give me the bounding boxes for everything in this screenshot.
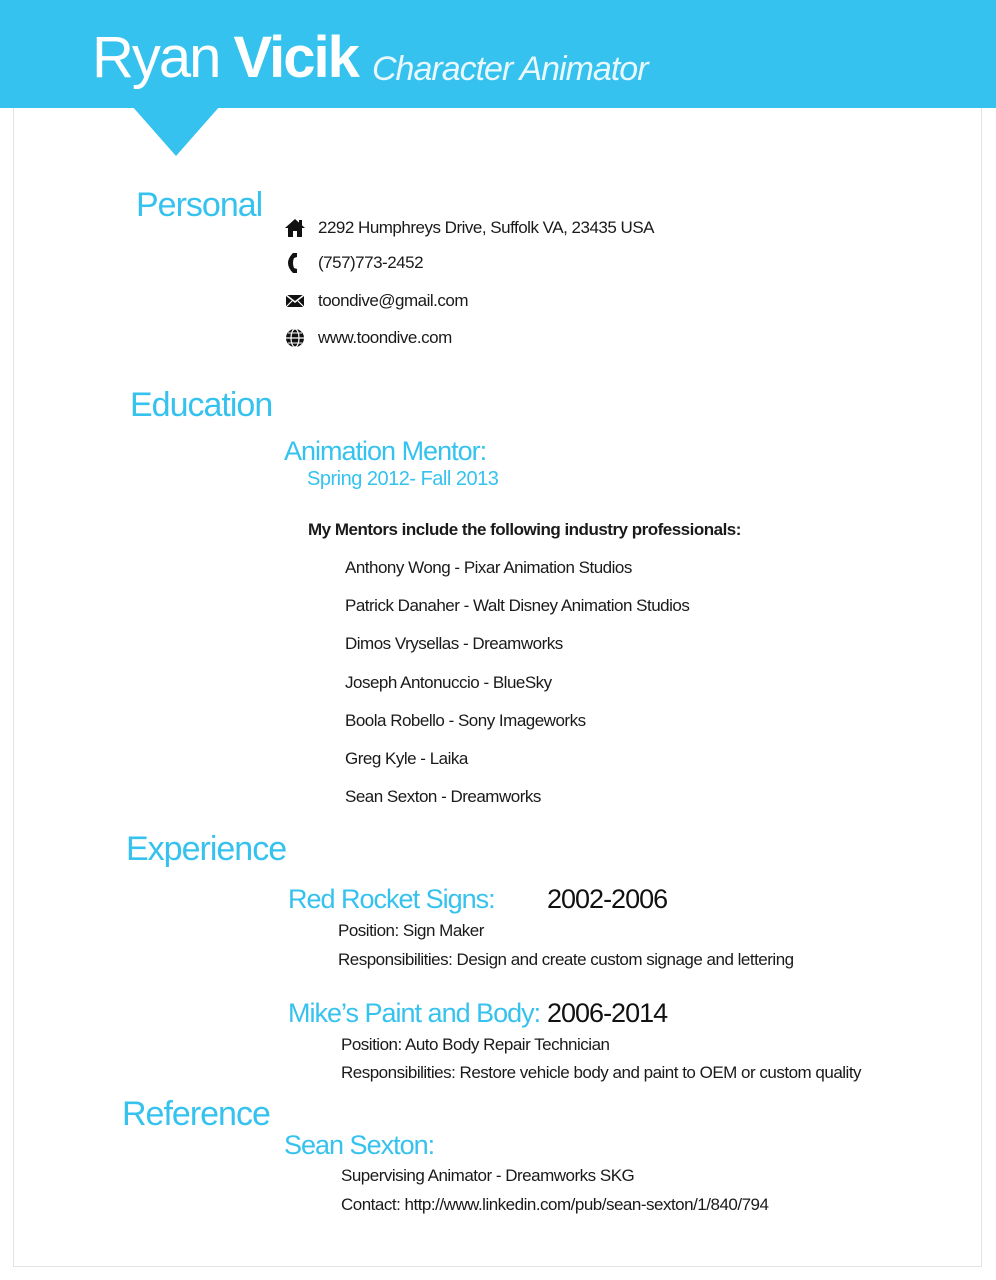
address-text: 2292 Humphreys Drive, Suffolk VA, 23435 USA [318, 218, 654, 237]
job-responsibilities: Responsibilities: Design and create custom signage and lettering [338, 950, 794, 969]
mentor-item: Sean Sexton - Dreamworks [345, 787, 541, 806]
website-text[interactable]: www.toondive.com [318, 328, 452, 347]
header-pointer [132, 106, 220, 156]
contact-website[interactable] [284, 326, 452, 350]
contact-phone [284, 251, 423, 275]
envelope-icon [284, 290, 306, 312]
phone-text: (757)773-2452 [318, 253, 424, 272]
mentor-item: Anthony Wong - Pixar Animation Studios [345, 558, 632, 577]
section-experience-heading: Experience [126, 830, 287, 868]
job-responsibilities: Responsibilities: Restore vehicle body and paint to OEM or custom quality [341, 1063, 862, 1082]
job-years: 2006-2014 [547, 998, 668, 1028]
job-title: Character Animator [372, 50, 648, 88]
job-company: Mike’s Paint and Body: [288, 998, 541, 1028]
job-company: Red Rocket Signs: [288, 884, 495, 914]
school-name: Animation Mentor: [284, 436, 487, 466]
mentor-item: Dimos Vrysellas - Dreamworks [345, 634, 563, 653]
candidate-name [92, 24, 358, 91]
mentor-item: Boola Robello - Sony Imageworks [345, 711, 586, 730]
section-personal-heading: Personal [136, 186, 263, 224]
mentors-intro: My Mentors include the following industry professionals: [308, 520, 741, 539]
section-reference-heading: Reference [122, 1095, 270, 1133]
section-education-heading: Education [130, 386, 273, 424]
contact-email[interactable] [284, 289, 468, 313]
mentor-item: Patrick Danaher - Walt Disney Animation Studios [345, 596, 690, 615]
job-position: Position: Sign Maker [338, 921, 484, 940]
first-name: Ryan [92, 25, 220, 90]
reference-name: Sean Sexton: [284, 1130, 435, 1160]
home-icon [284, 217, 306, 239]
globe-icon [284, 327, 306, 349]
reference-role: Supervising Animator - Dreamworks SKG [341, 1166, 635, 1185]
mentor-item: Greg Kyle - Laika [345, 749, 468, 768]
last-name: Vicik [233, 25, 358, 90]
phone-icon [284, 252, 306, 274]
mentor-item: Joseph Antonuccio - BlueSky [345, 673, 552, 692]
contact-address [284, 216, 654, 240]
job-years: 2002-2006 [547, 884, 668, 914]
email-text[interactable]: toondive@gmail.com [318, 291, 468, 310]
school-dates: Spring 2012- Fall 2013 [307, 468, 499, 490]
job-position: Position: Auto Body Repair Technician [341, 1035, 610, 1054]
reference-contact[interactable]: Contact: http://www.linkedin.com/pub/sean-sexton/1/840/794 [341, 1195, 769, 1214]
